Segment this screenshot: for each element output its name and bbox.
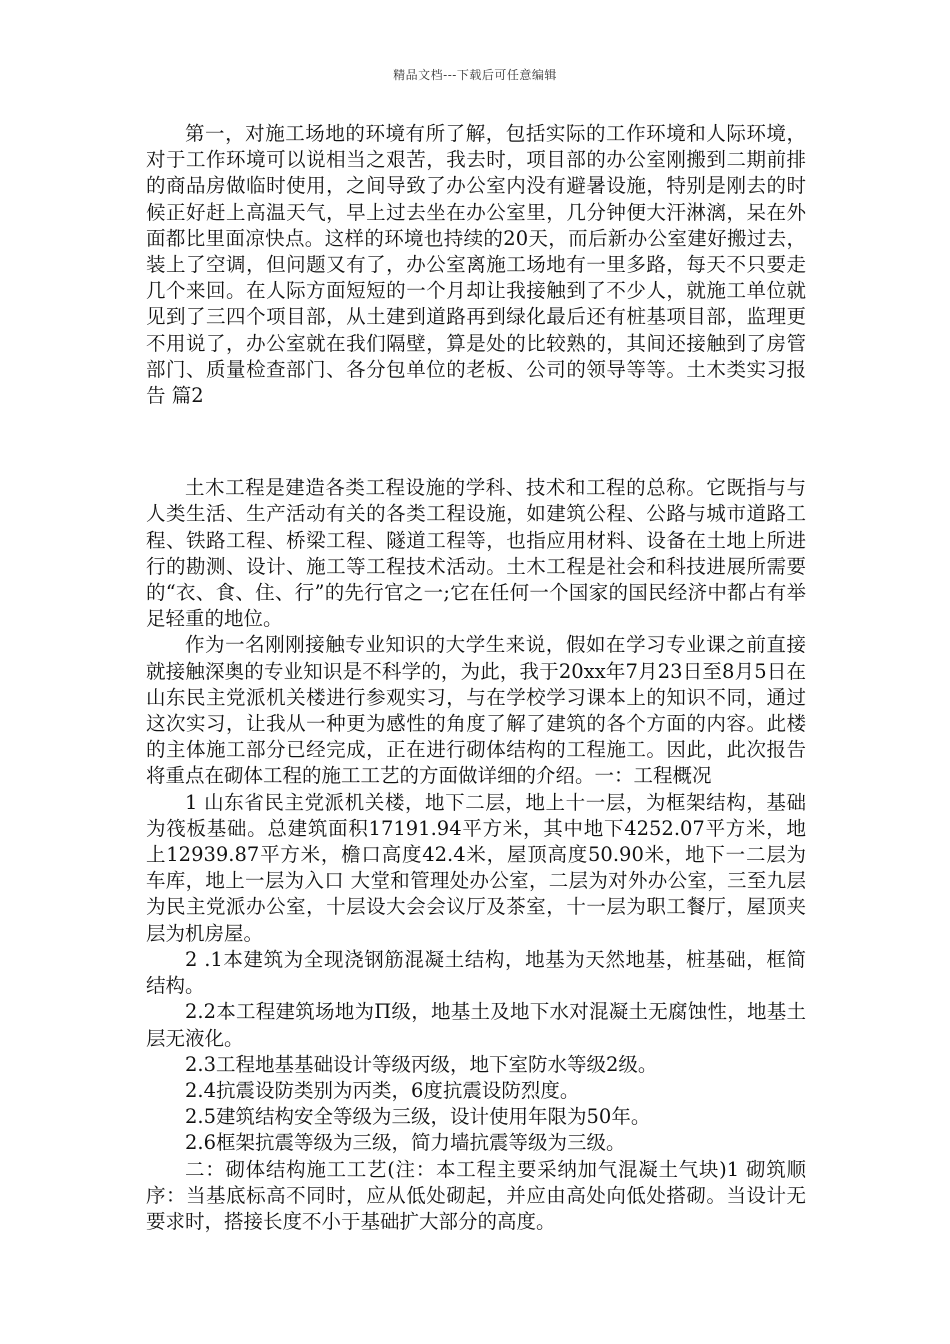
paragraph-2: 土木工程是建造各类工程设施的学科、技术和工程的总称。它既指与与人类生活、生产活动有关的各类工程设施，如建筑公程、公路与城市道路工程、铁路工程、桥梁工程、隧道工程等，也指应用材料、设备在土地上所进行的勘测、设计、施工等工程技术活动。土木工程是社会和科技进展所需要的“衣、食、住、行”的先行官之一;它在任何一个国家的国民经济中都占有举足轻重的地位。 — [146, 476, 806, 631]
paragraph-1: 第一，对施工场地的环境有所了解，包括实际的工作环境和人际环境，对于工作环境可以说相当之艰苦，我去时，项目部的办公室刚搬到二期前排的商品房做临时使用，之间导致了办公室内没有避暑设施，特别是刚去的时候正好赶上高温天气，早上过去坐在办公室里，几分钟便大汗淋漓，呆在外面都比里面凉快点。这样的环境也持续的20天，而后新办公室建好搬过去，装上了空调，但问题又有了，办公室离施工场地有一里多路，每天不只要走几个来回。在人际方面短短的一个月却让我接触到了不少人，就施工单位就见到了三四个项目部，从土建到道路再到绿化最后还有桩基项目部，监理更不用说了，办公室就在我们隔壁，算是处的比较熟的，其间还接触到了房管部门、质量检查部门、各分包单位的老板、公司的领导等等。土木类实习报告 篇2 — [146, 122, 806, 408]
paragraph-3: 作为一名刚刚接触专业知识的大学生来说，假如在学习专业课之前直接就接触深奥的专业知识是不科学的，为此，我于20xx年7月23日至8月5日在山东民主党派机关楼进行参观实习，与在学校学习课本上的知识不同，通过这次实习，让我从一种更为感性的角度了解了建筑的各个方面的内容。此楼的主体施工部分已经完成，正在进行砌体结构的工程施工。因此，此次报告将重点在砌体工程的施工工艺的方面做详细的介绍。一：工程概况 — [146, 633, 806, 788]
paragraph-5: 2 .1本建筑为全现浇钢筋混凝土结构，地基为天然地基，桩基础，框简结构。 — [146, 947, 806, 998]
paragraph-10: 2.6框架抗震等级为三级，简力墙抗震等级为三级。 — [185, 1131, 626, 1155]
paragraph-9: 2.5建筑结构安全等级为三级，设计使用年限为50年。 — [185, 1105, 651, 1129]
paragraph-4: 1 山东省民主党派机关楼，地下二层，地上十一层，为框架结构，基础为筏板基础。总建筑面积17191.94平方米，其中地下4252.07平方米，地上12939.87平方米，檐口高度42.4米，屋顶高度50.90米，地下一二层为车库，地上一层为入口 大堂和管理处办公室，二层为对外办公室，三至九层为民主党派办公室，十层设大会会议厅及茶室，十一层为职工餐厅，屋顶夹层为机房屋。 — [146, 790, 806, 945]
paragraph-7: 2.3工程地基基础设计等级丙级，地下室防水等级2级。 — [185, 1052, 658, 1076]
paragraph-6: 2.2本工程建筑场地为Π级，地基土及地下水对混凝土无腐蚀性，地基土层无液化。 — [146, 1000, 806, 1050]
paragraph-8: 2.4抗震设防类别为丙类，6度抗震设防烈度。 — [185, 1078, 580, 1102]
page-header: 精品文档---下载后可任意编辑 — [393, 68, 557, 82]
section-gap — [146, 409, 806, 475]
paragraph-11: 二：砌体结构施工工艺(注：本工程主要采纳加气混凝土气块)1 砌筑顺序：当基底标高不同时，应从低处砌起，并应由高处向低处搭砌。当设计无要求时，搭接长度不小于基础扩大部分的高度。 — [146, 1157, 806, 1233]
document-body — [146, 121, 806, 1235]
